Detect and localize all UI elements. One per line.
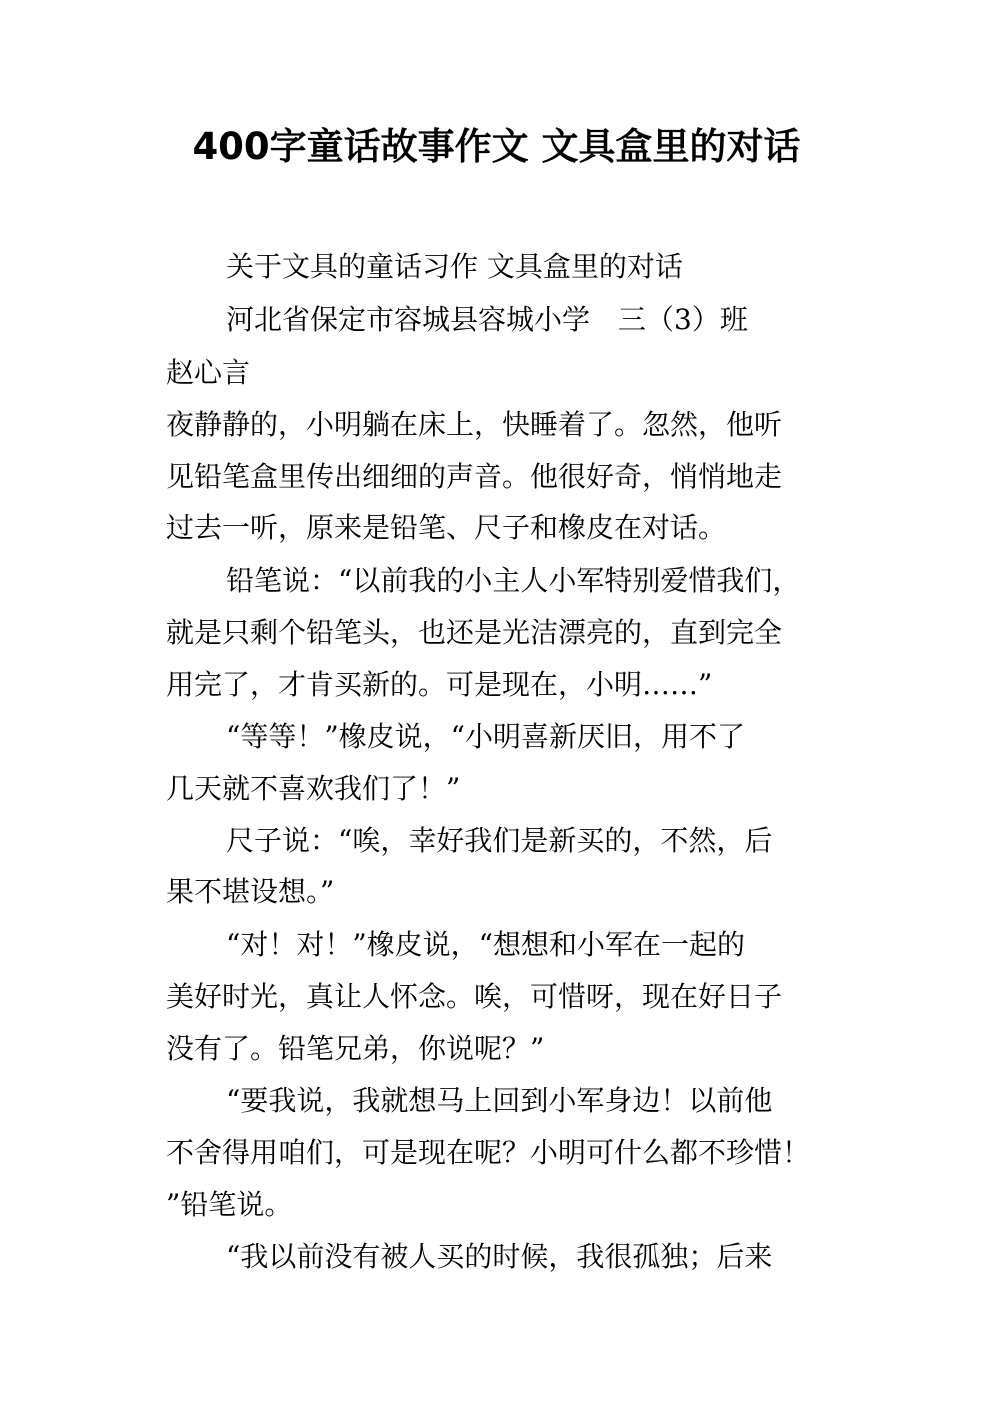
text-line: 就是只剩个铅笔头，也还是光洁漂亮的，直到完全 xyxy=(166,616,783,649)
text-line: 美好时光，真让人怀念。唉，可惜呀，现在好日子 xyxy=(166,980,783,1013)
text-line: 用完了，才肯买新的。可是现在，小明……” xyxy=(166,668,713,701)
text-line: 果不堪设想。” xyxy=(166,875,335,908)
text-line: 铅笔说：“以前我的小主人小军特别爱惜我们， xyxy=(226,564,801,597)
text-line: 尺子说：“唉，幸好我们是新买的，不然，后 xyxy=(226,824,773,857)
text-line: “我以前没有被人买的时候，我很孤独；后来 xyxy=(226,1240,773,1273)
document-title: 400字童话故事作文 文具盒里的对话 xyxy=(192,125,801,168)
text-line: 过去一听，原来是铅笔、尺子和橡皮在对话。 xyxy=(166,511,727,544)
text-line: 几天就不喜欢我们了！” xyxy=(166,772,461,805)
text-line: 见铅笔盒里传出细细的声音。他很好奇，悄悄地走 xyxy=(166,460,783,493)
text-line: “等等！”橡皮说，“小明喜新厌旧，用不了 xyxy=(226,720,745,753)
text-line: “对！对！”橡皮说，“想想和小军在一起的 xyxy=(226,928,745,961)
text-line: “要我说，我就想马上回到小军身边！以前他 xyxy=(226,1084,773,1117)
text-line: 河北省保定市容城县容城小学 三（3）班 xyxy=(226,303,748,336)
text-line: 没有了。铅笔兄弟，你说呢？” xyxy=(166,1032,545,1065)
text-line: 夜静静的，小明躺在床上，快睡着了。忽然，他听 xyxy=(166,408,783,441)
text-line: 赵心言 xyxy=(166,356,251,389)
text-line: 关于文具的童话习作 文具盒里的对话 xyxy=(226,250,683,283)
text-line: ”铅笔说。 xyxy=(166,1188,293,1221)
text-line: 不舍得用咱们，可是现在呢？小明可什么都不珍惜！ xyxy=(166,1136,811,1169)
